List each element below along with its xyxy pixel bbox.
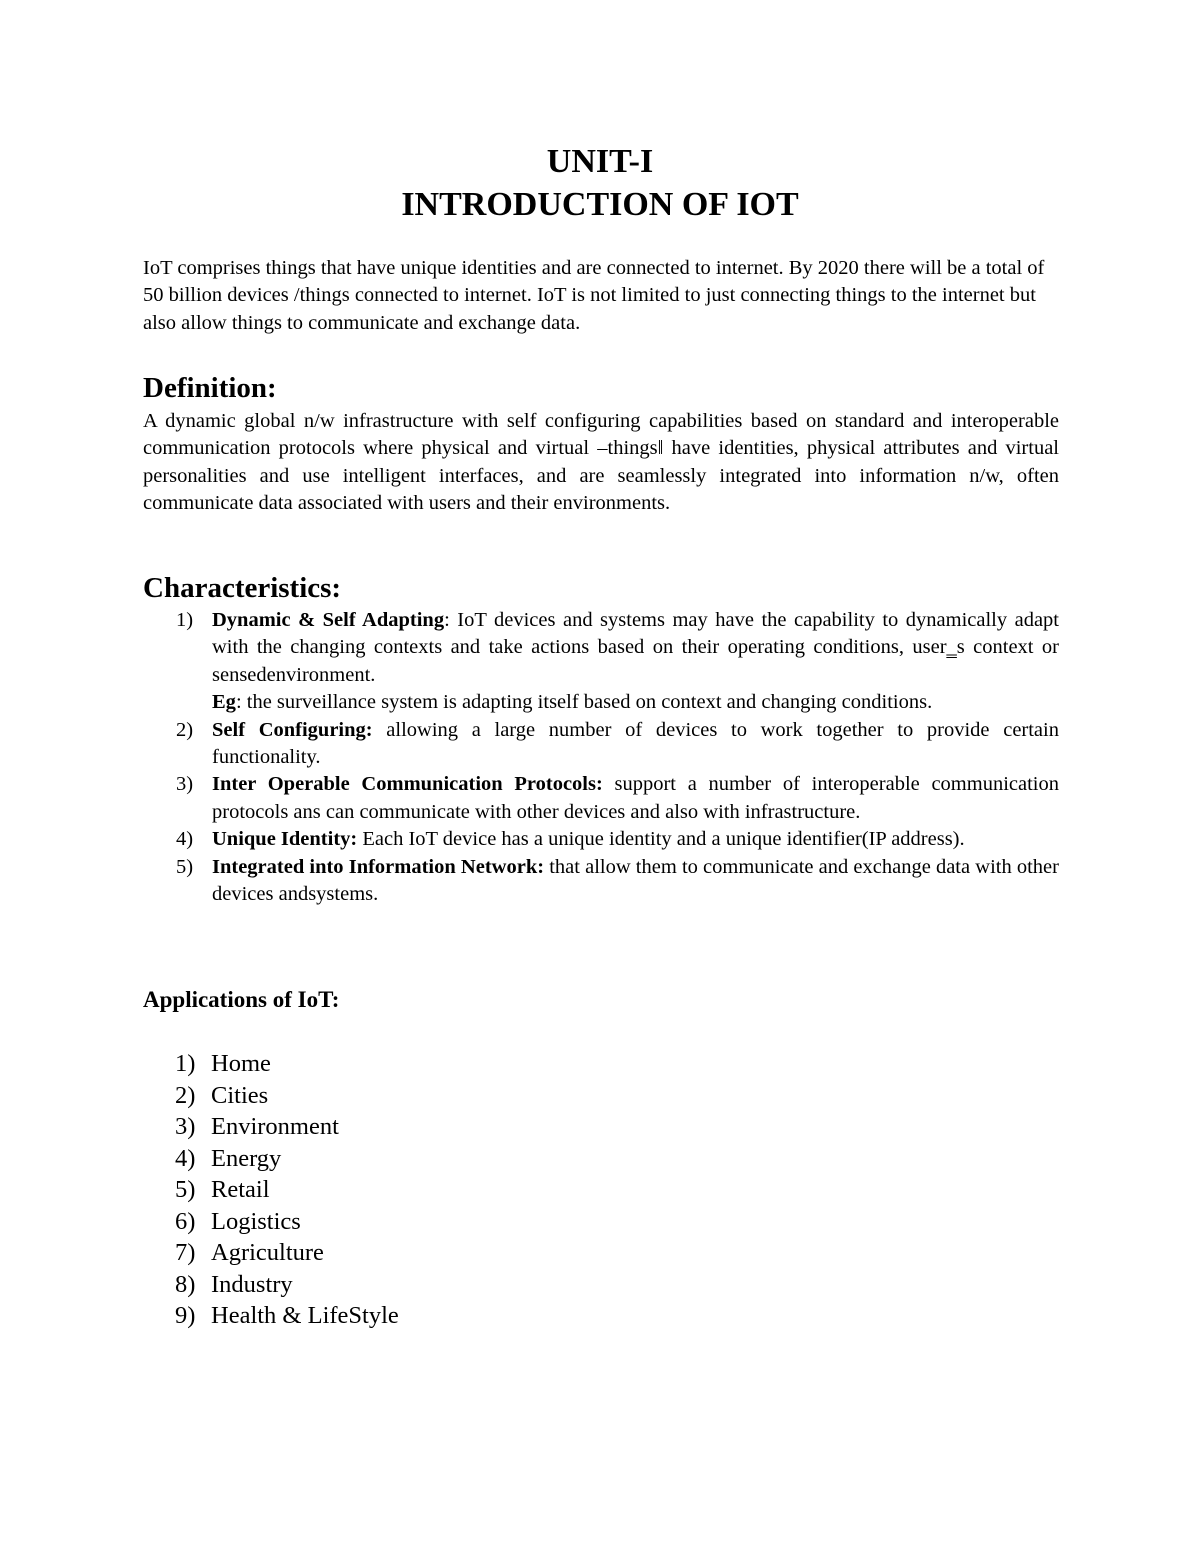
characteristic-body [212,854,1059,909]
list-number: 2) [176,718,194,741]
application-item-agriculture [175,1237,399,1269]
characteristic-title: Unique Identity: [212,828,358,851]
application-label: Retail [211,1176,270,1203]
application-item-retail [175,1174,399,1206]
characteristic-text: allowing a large number of devices to work together to provide certain functionality. [212,718,1059,769]
characteristic-title: Inter Operable Communication Protocols: [212,773,603,796]
application-item-home [175,1048,399,1080]
characteristic-example [212,689,1059,716]
list-number: 5) [175,1176,196,1203]
application-item-industry [175,1269,399,1301]
list-number: 2) [175,1081,196,1109]
characteristic-item [143,826,1059,853]
characteristic-body [212,826,1059,853]
characteristic-title: Self Configuring: [212,718,373,741]
characteristic-body [212,771,1059,826]
list-number: 8) [175,1270,196,1298]
application-label: Environment [211,1113,339,1140]
list-number: 4) [175,1144,196,1172]
application-label: Cities [211,1081,269,1109]
list-number: 3) [176,773,194,796]
list-number: 1) [176,609,194,631]
list-number: 6) [175,1207,196,1235]
characteristic-item [143,854,1059,909]
applications-list [175,1048,399,1332]
application-label: Agriculture [211,1239,324,1266]
list-number: 9) [175,1302,196,1329]
application-item-health-lifestyle [175,1300,399,1332]
applications-heading: Applications of IoT: [143,987,340,1012]
list-number: 1) [175,1050,196,1077]
application-label: Health & LifeStyle [211,1302,399,1329]
characteristic-body [212,717,1059,772]
characteristic-text: : IoT devices and systems may have the capability to dynamically adapt with the changing contexts and take actions based on their operating conditions, user‗s context or sensedenvironment. [212,609,1060,686]
characteristic-text: that allow them to communicate and exchange data with other devices andsystems. [212,855,1059,906]
list-number: 4) [176,828,194,851]
example-label: Eg [212,691,236,714]
application-label: Home [211,1050,271,1077]
characteristic-text: Each IoT device has a unique identity and a unique identifier(IP address). [357,828,965,851]
unit-title: UNIT-I [546,143,654,180]
example-text: : the surveillance system is adapting itself based on context and changing conditions. [235,691,933,714]
characteristic-item [143,717,1059,772]
characteristic-body [212,607,1059,689]
list-number: 5) [176,855,194,878]
characteristic-text: support a number of interoperable communication protocols ans can communicate with other devices and also with infrastructure. [212,773,1059,823]
application-label: Energy [211,1144,282,1172]
characteristic-title: Dynamic & Self Adapting [212,609,445,631]
characteristics-list [143,607,1059,908]
application-label: Industry [211,1270,293,1298]
intro-paragraph: IoT comprises things that have unique identities and are connected to internet. By 2020 there will be a total of 50 billion devices /things connected to internet. IoT is not limited to just connecting things to the internet but also allow things to communicate and exchange data. [143,257,1045,334]
application-item-energy [175,1143,399,1175]
definition-heading: Definition: [143,372,277,404]
characteristics-heading: Characteristics: [143,572,342,604]
application-label: Logistics [211,1207,301,1235]
characteristic-title: Integrated into Information Network: [212,855,545,878]
characteristic-item [143,607,1059,717]
application-item-cities [175,1080,399,1112]
characteristic-item [143,771,1059,826]
list-number: 3) [175,1113,196,1140]
definition-paragraph: A dynamic global n/w infrastructure with self configuring capabilities based on standard and interoperable communication protocols where physical and virtual –things‖ have identities, physical attributes and virtual personalities and use intelligent interfaces, and are seamlessly integrated into information n/w, often communicate data associated with users and their environments. [143,410,1059,515]
application-item-logistics [175,1206,399,1238]
page-title: INTRODUCTION OF IOT [401,186,799,223]
list-number: 7) [175,1239,196,1266]
application-item-environment [175,1111,399,1143]
